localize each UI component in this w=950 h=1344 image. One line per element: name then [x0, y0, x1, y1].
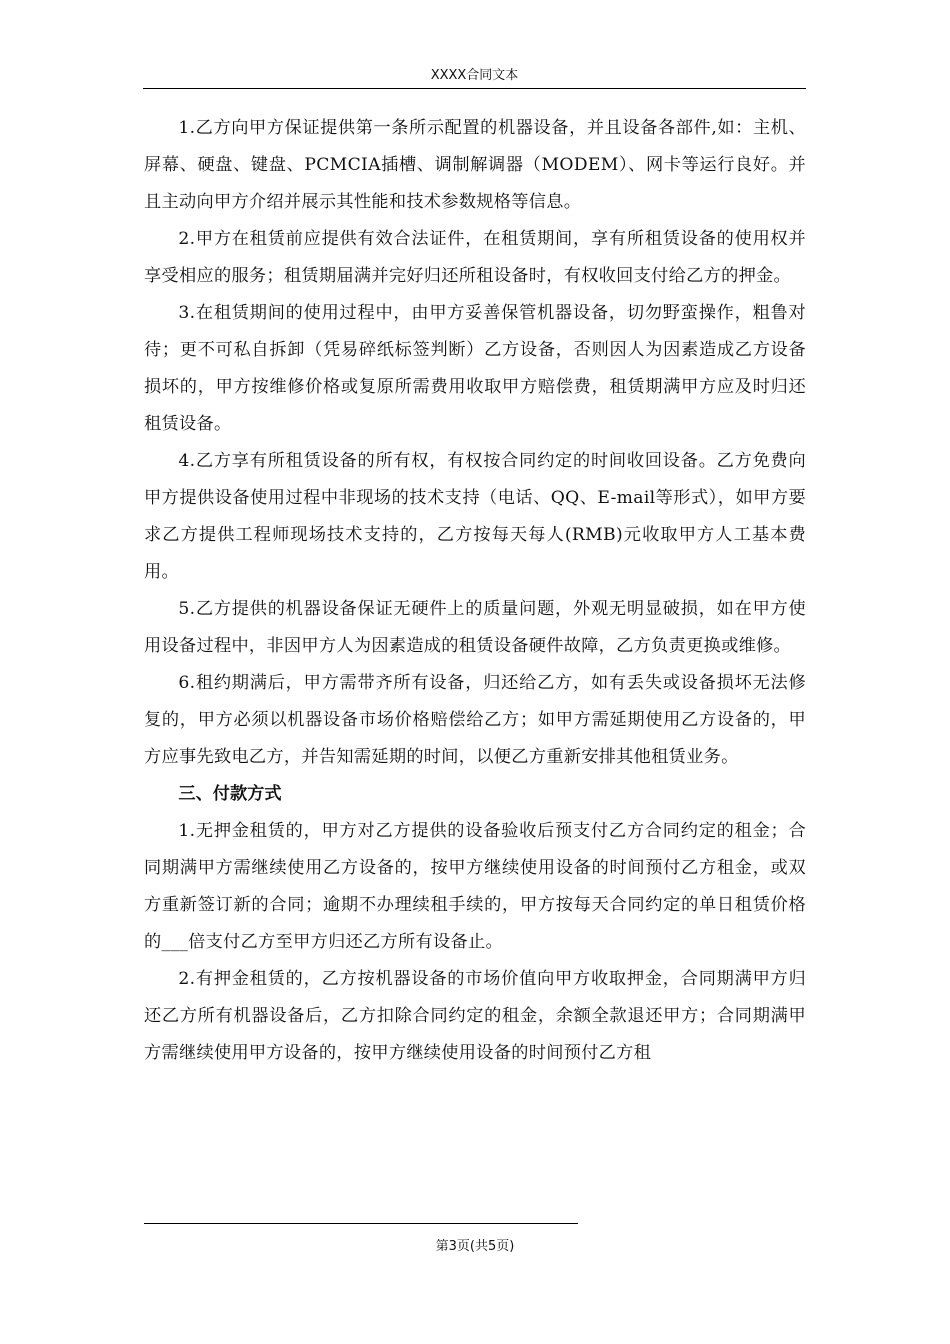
page-number: 第3页(共5页) — [435, 1239, 515, 1254]
clause-paragraph-4: 4.乙方享有所租赁设备的所有权，有权按合同约定的时间收回设备。乙方免费向甲方提供设备使用过程中非现场的技术支持（电话、QQ、E-mail等形式），如甲方要求乙方提供工程师现场技术支持的，乙方按每天每人(RMB)元收取甲方人工基本费用。 — [144, 451, 806, 582]
payment-paragraph-2: 2.有押金租赁的，乙方按机器设备的市场价值向甲方收取押金，合同期满甲方归还乙方所有机器设备后，乙方扣除合同约定的租金，余额全款退还甲方；合同期满甲方需继续使用甲方设备的，按甲方继续使用设备的时间预付乙方租 — [144, 969, 806, 1063]
clause-paragraph-6: 6.租约期满后，甲方需带齐所有设备，归还给乙方，如有丢失或设备损坏无法修复的，甲方必须以机器设备市场价格赔偿给乙方；如甲方需延期使用乙方设备的，甲方应事先致电乙方，并告知需延期的时间，以便乙方重新安排其他租赁业务。 — [144, 673, 806, 767]
document-body — [144, 110, 806, 1072]
clause-paragraph-1: 1.乙方向甲方保证提供第一条所示配置的机器设备，并且设备各部件,如：主机、屏幕、硬盘、键盘、PCMCIA插槽、调制解调器（MODEM）、网卡等运行良好。并且主动向甲方介绍并展示其性能和技术参数规格等信息。 — [144, 118, 806, 212]
page-footer — [0, 1238, 950, 1256]
clause-paragraph-3: 3.在租赁期间的使用过程中，由甲方妥善保管机器设备，切勿野蛮操作，粗鲁对待；更不可私自拆卸（凭易碎纸标签判断）乙方设备，否则因人为因素造成乙方设备损坏的，甲方按维修价格或复原所需费用收取甲方赔偿费，租赁期满甲方应及时归还租赁设备。 — [144, 303, 806, 434]
payment-paragraph-1: 1.无押金租赁的，甲方对乙方提供的设备验收后预支付乙方合同约定的租金；合同期满甲方需继续使用乙方设备的，按甲方继续使用设备的时间预付乙方租金，或双方重新签订新的合同；逾期不办理续租手续的，甲方按每天合同约定的单日租赁价格的___倍支付乙方至甲方归还乙方所有设备止。 — [144, 821, 806, 952]
clause-paragraph-2: 2.甲方在租赁前应提供有效合法证件，在租赁期间，享有所租赁设备的使用权并享受相应的服务；租赁期届满并完好归还所租设备时，有权收回支付给乙方的押金。 — [144, 229, 806, 286]
section-heading-payment: 三、付款方式 — [178, 784, 282, 804]
footer-divider — [144, 1223, 578, 1224]
clause-paragraph-5: 5.乙方提供的机器设备保证无硬件上的质量问题，外观无明显破损，如在甲方使用设备过程中，非因甲方人为因素造成的租赁设备硬件故障，乙方负责更换或维修。 — [144, 599, 806, 656]
header-title: XXXX合同文本 — [430, 68, 519, 83]
page-header — [143, 66, 806, 89]
